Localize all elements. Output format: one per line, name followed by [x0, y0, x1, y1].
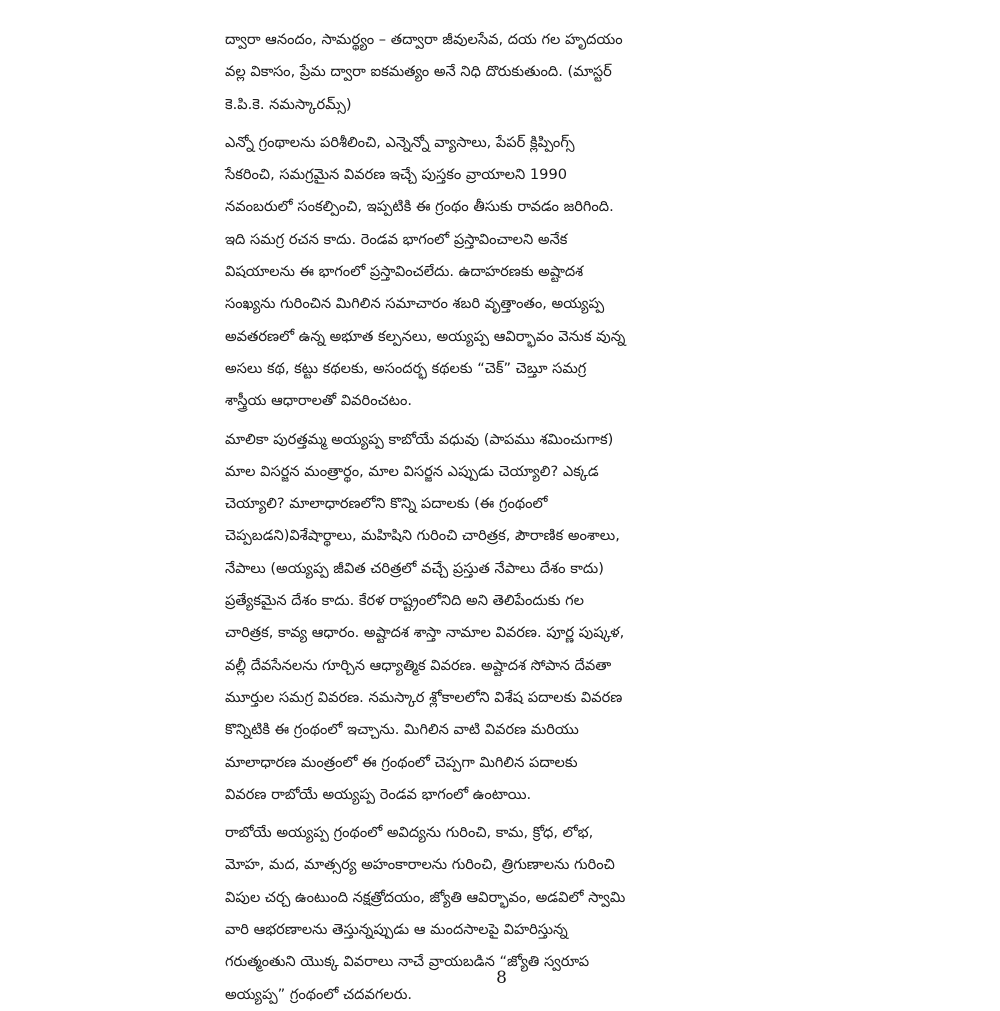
paragraph-upcoming-volume: రాబోయే అయ్యప్ప గ్రంథంలో అవిద్యను గురించి, కామ, క్రోధ, లోభ, మోహ, మద, మాత్సర్య అహంకారాలను గురించి, త్రిగుణాలను గురించి విపుల చర్చ ఉంటుంది నక్షత్రోదయం, జ్యోతి ఆవిర్భావం, అడవిలో స్వామి వారి ఆభరణాలను తెస్తున్నప్పుడు ఆ మందసాలపై విహరిస్తున్న గరుత్మంతుని యొక్క వివరాలు నాచే వ్రాయబడిన “జ్యోతి స్వరూప అయ్యప్ప” గ్రంథంలో చదవగలరు. [225, 824, 626, 1003]
page-number: 8 [496, 968, 507, 988]
paragraph-book-origin: ఎన్నో గ్రంథాలను పరిశీలించి, ఎన్నెన్నో వ్యాసాలు, పేపర్ క్లిప్పింగ్స్ సేకరించి, సమగ్రమైన వివరణ ఇచ్చే పుస్తకం వ్రాయాలని 1990 నవంబరులో సంకల్పించి, ఇప్పటికి ఈ గ్రంథం తీసుకు రావడం జరిగింది. ఇది సమగ్ర రచన కాదు. రెండవ భాగంలో ప్రస్తావించాలని అనేక విషయాలను ఈ భాగంలో ప్రస్తావించలేదు. ఉదాహరణకు అష్టాదశ సంఖ్యను గురించిన మిగిలిన సమాచారం శబరి వృత్తాంతం, అయ్యప్ప అవతరణలో ఉన్న అభూత కల్పనలు, అయ్యప్ప ఆవిర్భావం వెనుక వున్న అసలు కథ, కట్టు కథలకు, అసందర్భ కథలకు “చెక్” చెబ్తూ సమగ్ర శాస్త్రీయ ఆధారాలతో వివరించటం. [225, 133, 626, 410]
paragraph-master-kpk-quote: ద్వారా ఆనందం, సామర్థ్యం – తద్వారా జీవులసేవ, దయ గల హృదయం వల్ల వికాసం, ప్రేమ ద్వారా ఐకమత్యం అనే నిధి దొరుకుతుంది. (మాస్టర్ కె.పి.కె. నమస్కారమ్స్) [225, 31, 623, 113]
document-page [225, 24, 778, 1003]
paragraph-malika-purathamma: మాలికా పురత్తమ్మ అయ్యప్ప కాబోయే వధువు (పాపము శమించుగాక) మాల విసర్జన మంత్రార్థం, మాల విసర్జన ఎప్పుడు చెయ్యాలి? ఎక్కడ చెయ్యాలి? మాలాధారణలోని కొన్ని పదాలకు (ఈ గ్రంథంలో చెప్పబడని)విశేషార్థాలు, మహిషిని గురించి చారిత్రక, పౌరాణిక అంశాలు, నేపాలు (అయ్యప్ప జీవిత చరిత్రలో వచ్చే ప్రస్తుత నేపాలు దేశం కాదు) ప్రత్యేకమైన దేశం కాదు. కేరళ రాష్ట్రంలోనిది అని తెలిపేందుకు గల చారిత్రక, కావ్య ఆధారం. అష్టాదశ శాస్తా నామాల వివరణ. పూర్ణ పుష్కళ, వల్లీ దేవసేనలను గూర్చిన ఆధ్యాత్మిక వివరణ. అష్టాదశ సోపాన దేవతా మూర్తుల సమగ్ర వివరణ. నమస్కార శ్లోకాలలోని విశేష పదాలకు వివరణ కొన్నిటికి ఈ గ్రంథంలో ఇచ్చాను. మిగిలిన వాటి వివరణ మరియు మాలాధారణ మంత్రంలో ఈ గ్రంథంలో చెప్పగా మిగిలిన పదాలకు వివరణ రాబోయే అయ్యప్ప రెండవ భాగంలో ఉంటాయి. [225, 430, 625, 803]
